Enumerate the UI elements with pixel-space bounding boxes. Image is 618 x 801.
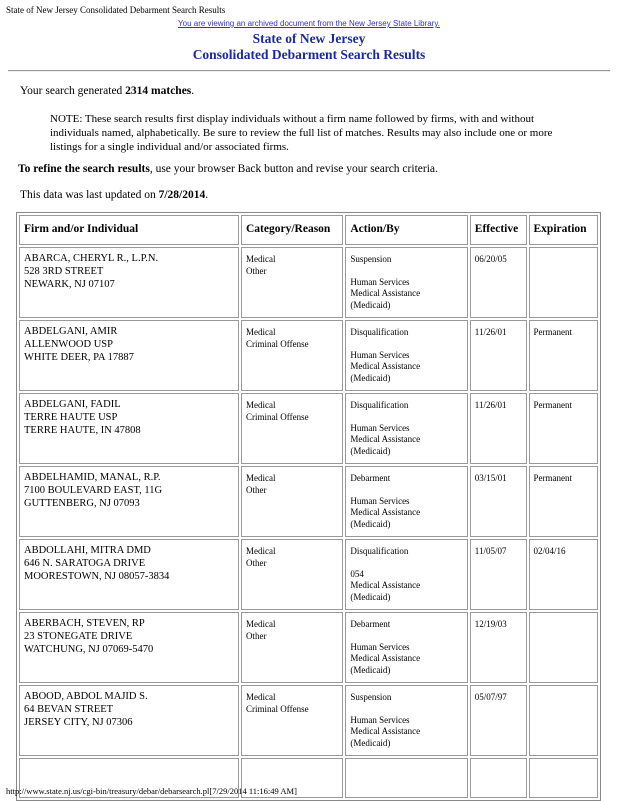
category-cell [241,539,343,610]
firm-name: ABARCA, CHERYL R., L.P.N. [24,253,159,264]
category: Medical [246,546,276,556]
category-cell [241,612,343,683]
refine-rest: , use your browser Back button and revise your search criteria. [149,163,438,175]
expiration-date [529,685,598,756]
match-suffix: . [191,85,195,97]
program-note: (Medicaid) [350,591,391,602]
firm-address: 7100 BOULEVARD EAST, 11G [24,485,163,496]
action-cell [345,247,467,318]
expiration-date: Permanent [529,393,598,464]
category: Medical [246,327,276,337]
category-cell [241,466,343,537]
firm-cell [19,247,239,318]
action-cell [345,320,467,391]
category-cell [241,685,343,756]
program: Medical Assistance [350,653,421,663]
category: Medical [246,473,276,483]
match-prefix: Your search generated [20,85,126,97]
title-line-2: Consolidated Debarment Search Results [192,47,426,62]
table-row [19,612,598,683]
match-count: 2314 matches [125,85,192,97]
results-table [16,212,601,801]
action: Disqualification [350,546,409,556]
program-note: (Medicaid) [350,445,391,456]
archive-notice-link[interactable]: You are viewing an archived document from the New Jersey State Library. [178,19,440,28]
firm-cell [19,320,239,391]
firm-name: ABDOLLAHI, MITRA DMD [24,545,151,556]
action: Debarment [350,473,391,483]
header-expiration: Expiration [529,215,598,245]
action: Suspension [350,254,392,264]
firm-address: 23 STONEGATE DRIVE [24,631,133,642]
table-row [19,466,598,537]
table-row [19,393,598,464]
effective-date: 11/26/01 [470,393,527,464]
page-header: State of New Jersey Consolidated Debarment Search Results [6,5,226,15]
agency: 054 [350,568,364,579]
program-note: (Medicaid) [350,737,391,748]
action-cell [345,466,467,537]
firm-city: NEWARK, NJ 07107 [24,279,115,290]
results-note: NOTE: These search results first display individuals without a firm name followed by firms, with and without individuals named, alphabetically. Be sure to review the full list of matches. Results may also include one or more listings for a single individual and/or associated firms. [50,113,553,153]
agency: Human Services [350,714,410,725]
category-cell [241,393,343,464]
effective-date: 11/26/01 [470,320,527,391]
firm-name: ABOOD, ABDOL MAJID S. [24,691,148,702]
firm-name: ABDELHAMID, MANAL, R.P. [24,472,161,483]
effective-date: 03/15/01 [470,466,527,537]
table-row [19,247,598,318]
firm-address: ALLENWOOD USP [24,339,113,350]
action: Debarment [350,619,391,629]
reason: Other [246,630,267,641]
header-firm: Firm and/or Individual [19,215,239,245]
program: Medical Assistance [350,580,421,590]
program: Medical Assistance [350,434,421,444]
table-row [19,685,598,756]
program-note: (Medicaid) [350,299,391,310]
expiration-date: Permanent [529,466,598,537]
table-row [19,539,598,610]
effective-date: 11/05/07 [470,539,527,610]
effective-date: 05/07/97 [470,685,527,756]
program-note: (Medicaid) [350,372,391,383]
agency: Human Services [350,641,410,652]
action: Suspension [350,692,392,702]
category-cell [241,247,343,318]
firm-cell [19,393,239,464]
updated-date: 7/28/2014 [158,189,206,201]
firm-city: MOORESTOWN, NJ 08057-3834 [24,571,170,582]
table-header-row [19,215,598,245]
program-note: (Medicaid) [350,518,391,529]
updated-suffix: . [205,189,209,201]
firm-address: 64 BEVAN STREET [24,704,114,715]
refine-instructions [18,163,438,175]
expiration-date [529,612,598,683]
firm-cell [19,466,239,537]
page-title [0,31,618,63]
category-cell [241,320,343,391]
reason: Criminal Offense [246,703,309,714]
action-cell [345,612,467,683]
table-row [19,320,598,391]
action-cell [345,393,467,464]
expiration-date: 02/04/16 [529,539,598,610]
category: Medical [246,400,276,410]
firm-address: TERRE HAUTE USP [24,412,118,423]
action: Disqualification [350,327,409,337]
reason: Criminal Offense [246,338,309,349]
firm-name: ABDELGANI, AMIR [24,326,118,337]
firm-cell [19,685,239,756]
divider [8,70,610,72]
firm-address: 646 N. SARATOGA DRIVE [24,558,146,569]
firm-city: GUTTENBERG, NJ 07093 [24,498,140,509]
match-summary [20,85,194,97]
title-line-1: State of New Jersey [252,31,366,46]
refine-bold: To refine the search results [18,163,150,175]
agency: Human Services [350,349,410,360]
expiration-date: Permanent [529,320,598,391]
firm-name: ABDELGANI, FADIL [24,399,121,410]
effective-date: 12/19/03 [470,612,527,683]
expiration-date [529,247,598,318]
action: Disqualification [350,400,409,410]
empty-cell [345,758,467,798]
last-updated [20,189,208,201]
effective-date: 06/20/05 [470,247,527,318]
reason: Other [246,484,267,495]
firm-city: WHITE DEER, PA 17887 [24,352,134,363]
category: Medical [246,254,276,264]
empty-cell [529,758,598,798]
firm-city: JERSEY CITY, NJ 07306 [24,717,133,728]
firm-address: 528 3RD STREET [24,266,104,277]
header-action: Action/By [345,215,467,245]
program: Medical Assistance [350,361,421,371]
firm-cell [19,612,239,683]
program: Medical Assistance [350,288,421,298]
agency: Human Services [350,276,410,287]
header-category: Category/Reason [241,215,343,245]
action-cell [345,539,467,610]
header-effective: Effective [470,215,527,245]
agency: Human Services [350,495,410,506]
firm-cell [19,539,239,610]
category: Medical [246,619,276,629]
empty-cell [470,758,527,798]
updated-prefix: This data was last updated on [20,189,159,201]
page-footer-url: http://www.state.nj.us/cgi-bin/treasury/debar/debarsearch.pl[7/29/2014 11:16:49 AM] [6,786,297,796]
reason: Other [246,265,267,276]
firm-city: TERRE HAUTE, IN 47808 [24,425,141,436]
firm-name: ABERBACH, STEVEN, RP [24,618,145,629]
agency: Human Services [350,422,410,433]
reason: Criminal Offense [246,411,309,422]
reason: Other [246,557,267,568]
category: Medical [246,692,276,702]
program: Medical Assistance [350,726,421,736]
firm-city: WATCHUNG, NJ 07069-5470 [24,644,154,655]
program: Medical Assistance [350,507,421,517]
program-note: (Medicaid) [350,664,391,675]
action-cell [345,685,467,756]
